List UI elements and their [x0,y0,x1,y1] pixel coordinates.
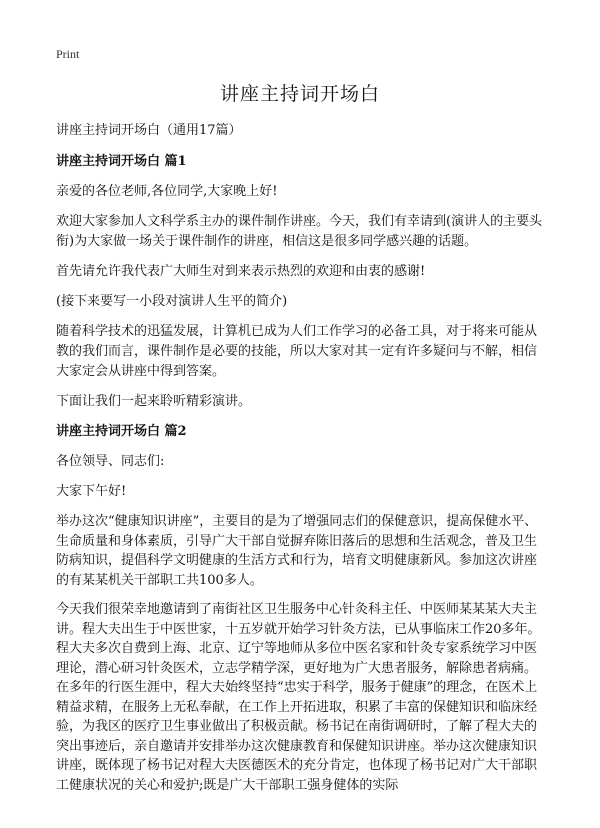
paragraph: (接下来要写一小段对演讲人生平的简介) [56,294,288,309]
page-title: 讲座主持词开场白 [219,83,380,105]
paragraph: 下面让我们一起来聆听精彩演讲。 [56,394,252,409]
paragraph: 今天我们很荣幸地邀请到了南街社区卫生服务中心针灸科主任、中医师某某某大夫主讲。程大夫出生于中医世家，十五岁就开始学习针灸方法，已从事临床工作20多年。程大夫多次自费到上海、北京、辽宁等地师从多位中医名家和针灸专家系统学习中医理论，潜心研习针灸医术，立志学精学深，更好地为广大患者服务，解除患者病痛。在多年的行医生涯中，程大夫始终坚持“忠实于科学，服务于健康”的理念，在医术上精益求精，在服务上无私奉献，在工作上开拓进取，积累了丰富的保健知识和临床经验，为我区的医疗卫生事业做出了积极贡献。杨书记在南街调研时，了解了程大夫的突出事迹后，亲自邀请并安排举办这次健康教育和保健知识讲座。举办这次健康知识讲座，既体现了杨书记对程大夫医德医术的充分肯定，也体现了杨书记对广大干部职工健康状况的关心和爱护;既是广大干部职工强身健体的实际 [56,602,541,793]
section-heading-1: 讲座主持词开场白 篇1 [56,154,187,169]
document-subtitle: 讲座主持词开场白（通用17篇） [56,123,242,138]
paragraph: 亲爱的各位老师,各位同学,大家晚上好! [56,184,278,199]
document-body [56,121,548,805]
paragraph: 首先请允许我代表广大师生对到来表示热烈的欢迎和由衷的感谢! [56,264,426,279]
paragraph: 各位领导、同志们: [56,454,165,469]
paragraph: 欢迎大家参加人文科学系主办的课件制作讲座。今天，我们有幸请到(演讲人的主要头衔)为大家做一场关于课件制作的讲座，相信这是很多同学感兴趣的话题。 [56,214,543,249]
paragraph: 随着科学技术的迅猛发展，计算机已成为人们工作学习的必备工具，对于将来可能从教的我们而言，课件制作是必要的技能，所以大家对其一定有许多疑问与不解，相信大家定会从讲座中得到答案。 [56,324,538,379]
section-heading-2: 讲座主持词开场白 篇2 [56,424,187,439]
print-label: Print [56,47,80,61]
paragraph: 大家下午好! [56,484,127,499]
paragraph: 举办这次“健康知识讲座”，主要目的是为了增强同志们的保健意识，提高保健水平、生命质量和身体素质，引导广大干部自觉摒弃陈旧落后的思想和生活观念，普及卫生防病知识，提倡科学文明健康的生活方式和行为，培育文明健康新风。参加这次讲座的有某某机关干部职工共100多人。 [56,514,538,588]
